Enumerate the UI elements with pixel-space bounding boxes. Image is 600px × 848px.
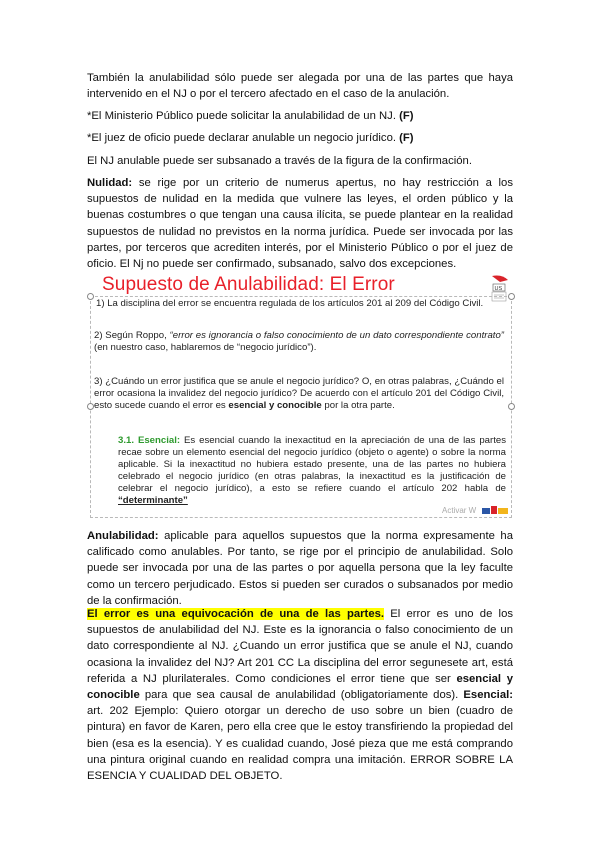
esencial-text: Es esencial cuando la inexactitud en la apreciación de una de las partes recae sobre un elemento esencial del negocio jurídico (objeto o agente) o sobre la norma aplicable. Si la inexactitud no hubiera estado presente, una de las partes no hubiera celebrado el negocio jurídico (en otras palabras, la inexactitud es la justificación de celebrar el negocio jurídico), a esto se refiere cuando el artículo 202 habla de [118, 435, 506, 494]
paragraph-nulidad [87, 175, 513, 272]
paragraph-anulabilidad [87, 528, 513, 609]
nulidad-text: se rige por un criterio de numerus apertus, no hay restricción a los supuestos de nulidad en la medida que vulnere las leyes, el orden público y la buenas costumbres o que tengan una causa ilícita, se puede plantear en la realidad supuestos de nulidad no previstos en la norma jurídica. Puede ser invocada por las partes, por terceros que acrediten interés, por el Ministerio Público o por el juez de oficio. El Nj no puede ser confirmado, subsanado, salvo dos excepciones. [87, 177, 513, 271]
anulabilidad-text: aplicable para aquellos supuestos que la norma expresamente ha calificado como anulables. Por tanto, se rige por el principio de anulabilidad. Solo puede ser invocada por una de las partes o por aquella persona que la ley faculte como un tercero perjudicado. Estos si pueden ser curados o subsanados por medio de la confirmación. [87, 530, 513, 607]
statement-juez-oficio [87, 130, 513, 146]
resize-handle [508, 403, 515, 410]
slide-item-2 [94, 330, 504, 354]
slide-item-2-prefix: 2) Según Roppo, [94, 330, 170, 341]
statement-text: *El juez de oficio puede declarar anulable un negocio jurídico. [87, 132, 400, 144]
slide-item-3-suffix: por la otra parte. [321, 400, 395, 411]
anulabilidad-label: Anulabilidad: [87, 530, 159, 542]
error-highlight: El error es una equivocación de una de las partes. [87, 608, 385, 620]
slide-title: Supuesto de Anulabilidad: El Error [102, 274, 395, 295]
error-bold-2: Esencial: [463, 689, 513, 702]
paragraph-error [87, 606, 513, 784]
esencial-label: 3.1. Esencial: [118, 435, 181, 446]
statement-ministerio-publico [87, 108, 513, 124]
nulidad-label: Nulidad: [87, 177, 133, 189]
activate-watermark: Activar W [442, 506, 477, 515]
slide-item-1: 1) La disciplina del error se encuentra regulada de los artículos 201 al 209 del Código Civil. [96, 298, 484, 309]
error-text-3: art. 202 Ejemplo: Quiero otorgar un derecho de uso sobre un bien (cuadro de pintura) en favor de Karen, pero ella cree que le estoy transfiriendo la propiedad del bien (esa es la esencia). Y es cualidad cuando, José pieza que me está comprando una pintura original cuando en realidad compra una imitación. ERROR SOBRE LA ESENCIA Y CUALIDAD DEL OBJETO. [87, 705, 513, 783]
slide-item-2-suffix: (en nuestro caso, hablaremos de “negocio jurídico”). [94, 342, 317, 353]
resize-handle [87, 293, 94, 300]
slide-subitem-esencial [118, 435, 506, 507]
resize-handle [508, 293, 515, 300]
slide-footer-logo-icon [482, 502, 510, 516]
determinante-term: “determinante” [118, 495, 188, 506]
svg-text:US: US [494, 286, 503, 292]
slide-item-3-prefix: 3) ¿Cuándo un error justifica que se anule el negocio jurídico? O, en otras palabras, ¿Cuándo el error ocasiona la invalidez del negocio jurídico? De acuerdo con el artículo 201 del Código Civil, esto sucede cuando el error es [94, 376, 504, 411]
error-text-2: para que sea causal de anulabilidad (obligatoriamente dos). [139, 689, 464, 702]
false-mark: (F) [399, 110, 414, 122]
false-mark: (F) [399, 132, 414, 144]
resize-handle [87, 403, 94, 410]
slide-item-3 [94, 376, 504, 412]
slide-screenshot [86, 270, 516, 522]
paragraph-anulabilidad-alegada: También la anulabilidad sólo puede ser alegada por una de las partes que haya intervenido en el NJ o por el tercero afectado en el caso de la anulación. [87, 72, 513, 101]
statement-text: *El Ministerio Público puede solicitar la anulabilidad de un NJ. [87, 110, 400, 122]
paragraph-confirmacion: El NJ anulable puede ser subsanado a través de la figura de la confirmación. [87, 155, 472, 167]
error-text-1: El error es uno de los supuestos de anulabilidad del NJ. Este es la ignorancia o falso conocimiento de un dato correspondiente al NJ. ¿Cuando un error justifica que se anule el NJ, cuando ocasiona la invalidez del NJ? Art 201 CC La disciplina del error segunesete art, está referida a NJ plurilaterales. Como condiciones el error tiene que ser [87, 608, 514, 685]
slide-item-2-quote: “error es ignorancia o falso conocimiento de un dato correspondiente contrato” [169, 330, 504, 341]
error-bold-1: esencial y conocible [87, 672, 513, 702]
slide-item-3-bold: esencial y conocible [228, 400, 322, 411]
